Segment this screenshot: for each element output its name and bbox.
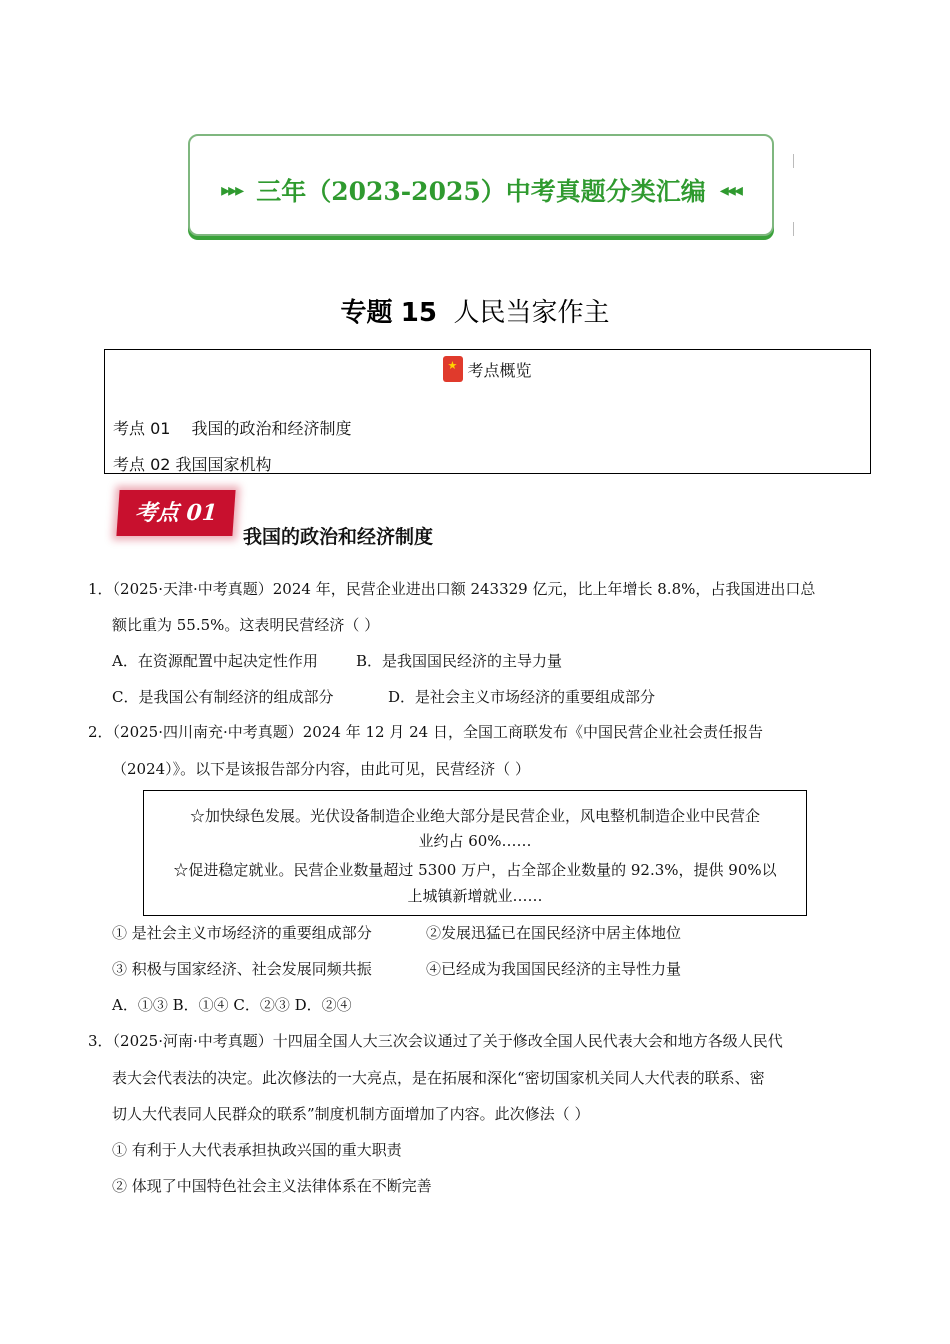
overview-item: 考点 01 我国的政治和经济制度 bbox=[113, 419, 352, 438]
triple-arrow-right-icon: ▸▸▸ bbox=[221, 179, 243, 201]
answer-options: A．①③ B．①④ C．②③ D．②④ bbox=[112, 996, 352, 1014]
question-line: （2024）》。以下是该报告部分内容，由此可见，民营经济（ ） bbox=[112, 760, 530, 778]
statement: ① 有利于人大代表承担执政兴国的重大职责 bbox=[112, 1141, 402, 1159]
book-icon bbox=[443, 356, 463, 382]
overview-box bbox=[104, 349, 871, 474]
option-a: A．在资源配置中起决定性作用 bbox=[112, 652, 318, 670]
question-line: 表大会代表法的决定。此次修法的一大亮点，是在拓展和深化“密切国家机关同人大代表的联系、密 bbox=[112, 1069, 765, 1087]
question-line: 2．（2025·四川南充·中考真题）2024 年 12 月 24 日，全国工商联发布《中国民营企业社会责任报告 bbox=[88, 723, 763, 741]
banner-text: 三年（2023-2025）中考真题分类汇编 bbox=[256, 177, 706, 206]
option-c: C．是我国公有制经济的组成部分 bbox=[112, 688, 334, 706]
option-d: D．是社会主义市场经济的重要组成部分 bbox=[388, 688, 656, 706]
material-line: 上城镇新增就业…… bbox=[407, 887, 543, 905]
statement: ②发展迅猛已在国民经济中居主体地位 bbox=[426, 924, 682, 942]
material-line: ☆加快绿色发展。光伏设备制造企业绝大部分是民营企业，风电整机制造企业中民营企 bbox=[189, 807, 760, 825]
question-line: 额比重为 55.5%。这表明民营经济（ ） bbox=[112, 616, 380, 634]
statement: ② 体现了中国特色社会主义法律体系在不断完善 bbox=[112, 1177, 432, 1195]
statement: ④已经成为我国国民经济的主导性力量 bbox=[426, 960, 682, 978]
question-line: 1．（2025·天津·中考真题）2024 年，民营企业进出口额 243329 亿元，比上年增长 8.8%，占我国进出口总 bbox=[88, 580, 816, 598]
header-banner bbox=[188, 134, 774, 236]
material-line: ☆促进稳定就业。民营企业数量超过 5300 万户，占全部企业数量的 92.3%，提供 90%以 bbox=[173, 861, 777, 879]
material-line: 业约占 60%…… bbox=[418, 832, 532, 850]
divider bbox=[793, 154, 794, 168]
statement: ① 是社会主义市场经济的重要组成部分 bbox=[112, 924, 372, 942]
statement: ③ 积极与国家经济、社会发展同频共振 bbox=[112, 960, 372, 978]
divider bbox=[793, 222, 794, 236]
overview-item: 考点 02 我国国家机构 bbox=[113, 455, 272, 474]
section-title: 我国的政治和经济制度 bbox=[243, 526, 434, 548]
question-line: 3．（2025·河南·中考真题）十四届全国人大三次会议通过了关于修改全国人民代表大会和地方各级人民代 bbox=[88, 1032, 783, 1050]
option-b: B．是我国国民经济的主导力量 bbox=[356, 652, 563, 670]
triple-arrow-left-icon: ◂◂◂ bbox=[719, 179, 741, 201]
page-title: 专题 15 人民当家作主 bbox=[340, 298, 610, 328]
section-badge: 考点 01 bbox=[116, 490, 235, 536]
question-line: 切人大代表同人民群众的联系”制度机制方面增加了内容。此次修法（ ） bbox=[112, 1105, 590, 1123]
material-box bbox=[143, 790, 807, 916]
overview-heading: ★考点概览 bbox=[105, 356, 870, 382]
